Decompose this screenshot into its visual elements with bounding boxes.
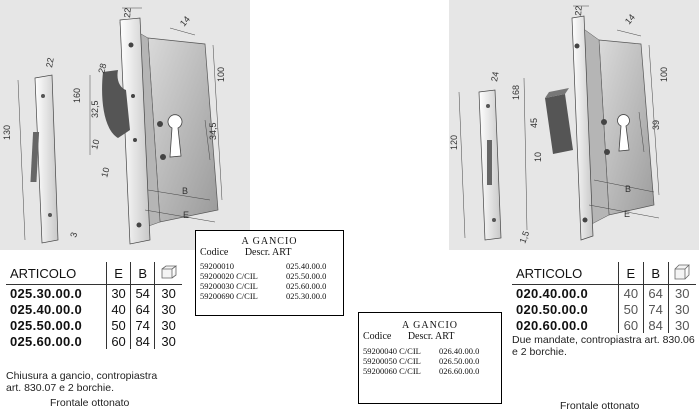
- table-row: [6, 333, 182, 349]
- dim-32-5: 32,5: [90, 100, 100, 118]
- box-head-code: Codice: [200, 247, 229, 258]
- right-article-table: [512, 262, 696, 333]
- dim-34-5: 34,5: [208, 122, 218, 140]
- box-code: 59200050 C/CIL: [363, 356, 421, 366]
- box-row: [359, 366, 501, 376]
- dim-168: 168: [511, 84, 521, 100]
- value-e: 40: [619, 285, 644, 302]
- dim-1-5: 1,5: [517, 229, 532, 245]
- value-x: 30: [155, 317, 182, 333]
- dim-10b: 10: [99, 166, 112, 179]
- dim-14: 14: [177, 14, 192, 29]
- value-e: 30: [107, 285, 131, 302]
- left-note-line: Chiusura a gancio, contropiastra: [6, 370, 158, 382]
- value-x: 30: [155, 285, 182, 302]
- table-row: [6, 285, 182, 302]
- article-code: 020.40.00.0: [516, 285, 588, 301]
- value-b: 54: [131, 285, 155, 302]
- left-caption: Frontale ottonato: [50, 397, 130, 409]
- col-dim-icon: [155, 262, 182, 285]
- value-x: 30: [155, 333, 182, 349]
- box-row: [196, 281, 343, 291]
- right-note: [512, 334, 698, 358]
- article-code: 025.30.00.0: [10, 285, 82, 301]
- value-x: 30: [155, 301, 182, 317]
- right-note-line: e 2 borchie.: [512, 346, 567, 358]
- box-art: 025.60.00.0: [286, 281, 327, 291]
- dim-3: 3: [68, 231, 80, 239]
- article-code: 025.50.00.0: [10, 317, 82, 333]
- dim-28: 28: [96, 62, 109, 75]
- table-row: [512, 285, 696, 302]
- dim-45: 45: [529, 117, 539, 128]
- value-b: 74: [131, 317, 155, 333]
- right-caption: Frontale ottonato: [560, 400, 640, 412]
- dim-b: B: [182, 186, 189, 196]
- box-head-code: Codice: [363, 331, 392, 342]
- box-header: [359, 331, 501, 342]
- col-articolo: ARTICOLO: [512, 262, 619, 285]
- dim-120: 120: [449, 134, 459, 150]
- dim-100: 100: [659, 66, 669, 82]
- value-e: 50: [107, 317, 131, 333]
- dim-b: B: [625, 184, 632, 194]
- box-code: 59200040 C/CIL: [363, 346, 421, 356]
- article-code: 025.60.00.0: [10, 333, 82, 349]
- dim-22b: 22: [44, 56, 56, 69]
- value-b: 64: [131, 301, 155, 317]
- article-code: 020.50.00.0: [516, 301, 588, 317]
- left-note: [6, 370, 196, 394]
- box-row: [196, 261, 343, 271]
- value-x: 30: [668, 317, 696, 333]
- right-note-line: Due mandate, contropiastra art. 830.06: [512, 334, 695, 346]
- box-code: 59200060 C/CIL: [363, 366, 421, 376]
- box-code: 59200020 C/CIL: [200, 271, 258, 281]
- box-row: [196, 271, 343, 281]
- box-title: A GANCIO: [401, 320, 459, 331]
- value-b: 74: [643, 301, 668, 317]
- dim-160: 160: [72, 87, 82, 103]
- box-art: 026.60.00.0: [439, 366, 480, 376]
- article-code: 020.60.00.0: [516, 317, 588, 333]
- dim-14: 14: [622, 12, 637, 27]
- col-dim-icon: [668, 262, 696, 285]
- dim-39: 39: [651, 119, 661, 130]
- value-e: 60: [107, 333, 131, 349]
- dim-24: 24: [489, 70, 501, 83]
- box-art: 025.40.00.0: [286, 261, 327, 271]
- right-code-box: [358, 312, 502, 404]
- left-note-line: art. 830.07 e 2 borchie.: [6, 382, 114, 394]
- box-title: A GANCIO: [241, 236, 298, 247]
- box-header: [196, 247, 343, 258]
- col-articolo: ARTICOLO: [6, 262, 107, 285]
- box-head-descr: Descr. ART: [407, 331, 455, 342]
- dim-e: E: [183, 210, 190, 220]
- box-art: 025.50.00.0: [286, 271, 327, 281]
- value-b: 84: [131, 333, 155, 349]
- box-code: 59200010: [200, 261, 234, 271]
- value-x: 30: [668, 285, 696, 302]
- dim-100: 100: [216, 66, 226, 82]
- box-code: 59200030 C/CIL: [200, 281, 258, 291]
- value-b: 64: [643, 285, 668, 302]
- col-e: E: [107, 262, 131, 285]
- table-row: [6, 317, 182, 333]
- value-b: 84: [643, 317, 668, 333]
- left-code-box: [195, 230, 344, 316]
- box-art: 026.40.00.0: [439, 346, 480, 356]
- box-head-descr: Descr. ART: [244, 247, 292, 258]
- box-art: 025.30.00.0: [286, 291, 327, 301]
- box-art: 026.50.00.0: [439, 356, 480, 366]
- dim-130: 130: [2, 124, 12, 140]
- table-row: [512, 301, 696, 317]
- left-lock-drawing: [0, 0, 250, 250]
- col-b: B: [131, 262, 155, 285]
- right-lock-drawing: [449, 0, 699, 250]
- value-e: 50: [619, 301, 644, 317]
- value-x: 30: [668, 301, 696, 317]
- dim-e: E: [624, 209, 631, 219]
- table-row: [6, 301, 182, 317]
- dim-22: 22: [573, 5, 584, 17]
- dim-10: 10: [533, 151, 543, 162]
- dim-22: 22: [122, 7, 133, 19]
- col-b: B: [643, 262, 668, 285]
- box-row: [359, 346, 501, 356]
- table-row: [512, 317, 696, 333]
- dim-10a: 10: [89, 138, 102, 151]
- box-code: 59200690 C/CIL: [200, 291, 258, 301]
- value-e: 40: [107, 301, 131, 317]
- article-code: 025.40.00.0: [10, 301, 82, 317]
- col-e: E: [619, 262, 644, 285]
- left-article-table: [6, 262, 182, 349]
- box-row: [196, 291, 343, 301]
- box-row: [359, 356, 501, 366]
- value-e: 60: [619, 317, 644, 333]
